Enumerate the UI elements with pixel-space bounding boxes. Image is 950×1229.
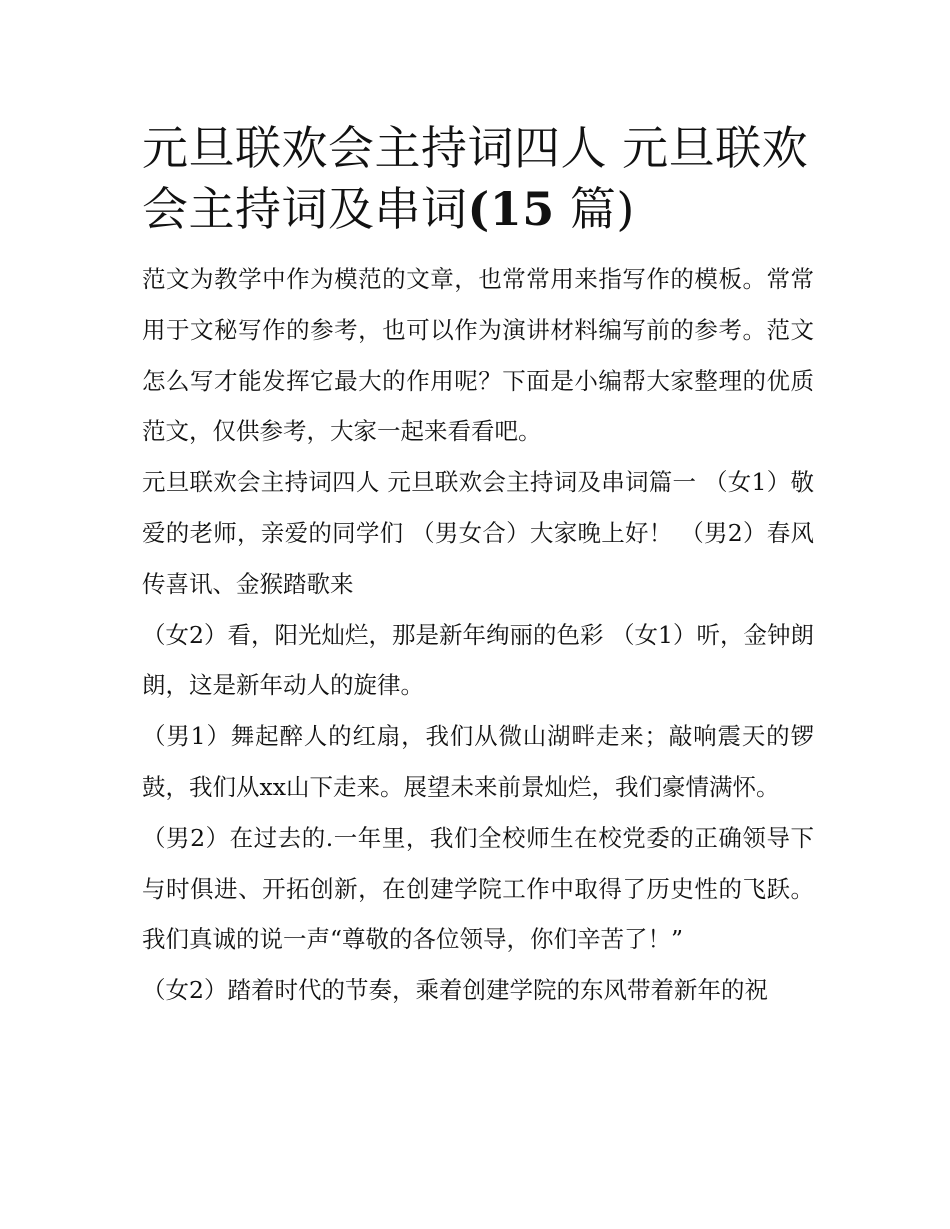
document-body <box>142 118 814 1016</box>
body-paragraph: （女2）看，阳光灿烂，那是新年绚丽的色彩 （女1）听，金钟朗朗，这是新年动人的旋律。 <box>142 620 814 700</box>
body-paragraph: （男1）舞起醉人的红扇，我们从微山湖畔走来；敲响震天的锣鼓，我们从xx山下走来。展望未来前景灿烂，我们豪情满怀。 <box>142 722 814 801</box>
title-count: (15 <box>467 182 555 236</box>
body-paragraph: （男2）在过去的.一年里，我们全校师生在校党委的正确领导下与时俱进、开拓创新，在创建学院工作中取得了历史性的飞跃。我们真诚的说一声“尊敬的各位领导，你们辛苦了！” <box>142 823 814 954</box>
body-paragraph: 元旦联欢会主持词四人 元旦联欢会主持词及串词篇一 （女1）敬爱的老师，亲爱的同学们 （男女合）大家晚上好！ （男2）春风传喜讯、金猴踏歌来 <box>142 468 814 598</box>
body-paragraph: （女2）踏着时代的节奏，乘着创建学院的东风带着新年的祝 <box>142 976 768 1005</box>
title-text: 元旦联欢会主持词四人 元旦联欢会主持词及串词 <box>142 121 809 236</box>
document-title <box>142 118 814 240</box>
intro-paragraph: 范文为教学中作为模范的文章，也常常用来指写作的模板。常常用于文秘写作的参考，也可以作为演讲材料编写前的参考。范文怎么写才能发挥它最大的作用呢？下面是小编帮大家整理的优质范文，仅供参考，大家一起来看看吧。 <box>142 265 814 446</box>
title-suffix: 篇) <box>554 182 635 236</box>
